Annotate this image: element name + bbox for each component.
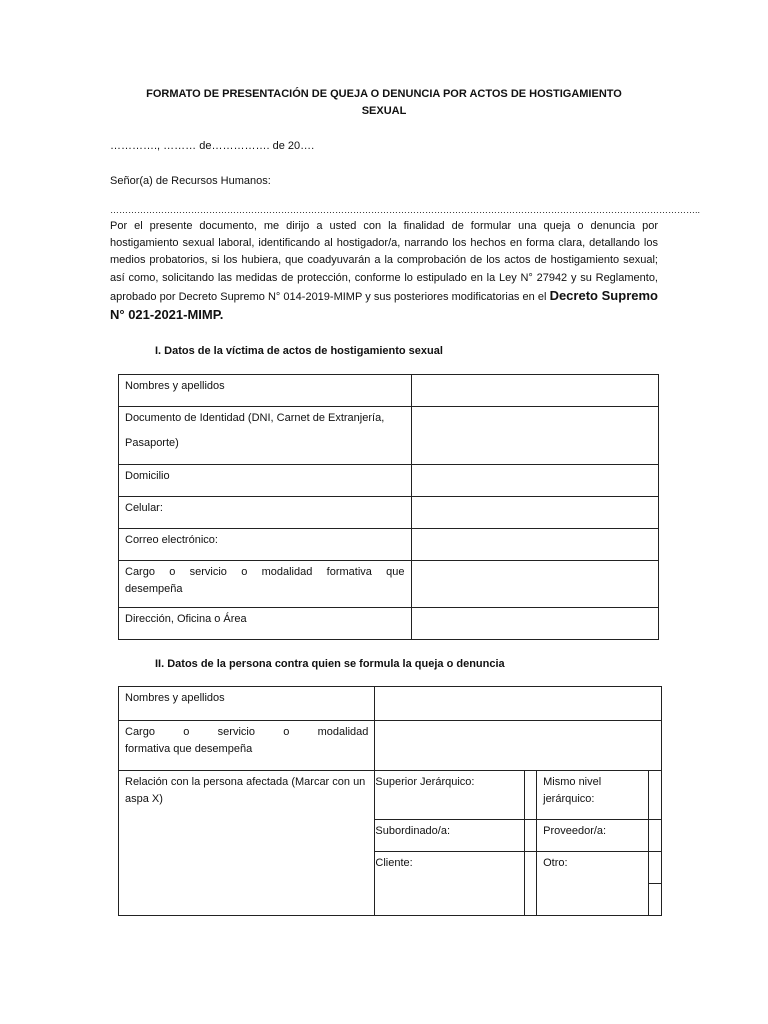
table-row [119,687,662,721]
victim-address-label: Domicilio [125,470,170,482]
option-provider-checkbox[interactable] [649,820,662,852]
table-row [119,375,659,407]
option-superior-checkbox[interactable] [525,771,537,820]
victim-email-field[interactable] [411,529,658,561]
victim-phone-label: Celular: [125,502,163,514]
dotted-line: …………………………………………………………………………………………………………………………………………………………………………….. [110,205,701,215]
option-client-checkbox[interactable] [525,852,537,916]
title-line-2: SEXUAL [361,105,407,117]
table-row [119,561,659,608]
victim-role-field[interactable] [411,561,658,608]
option-superior-label: Superior Jerárquico: [375,776,475,788]
victim-email-label: Correo electrónico: [125,534,218,546]
date-line: …………., ……… de……………. de 20…. [110,140,315,152]
accused-role-label: Cargo o servicio o modalidad [125,726,369,738]
table-row [119,608,659,640]
section1-heading: I. Datos de la víctima de actos de hostigamiento sexual [155,345,443,357]
victim-id-label: Documento de Identidad (DNI, Carnet de Extranjería, [125,412,385,424]
document-title [110,86,658,120]
victim-id-field[interactable] [411,407,658,465]
victim-data-table [118,374,659,640]
table-row [119,529,659,561]
victim-address-field[interactable] [411,465,658,497]
victim-role-label: Cargo o servicio o modalidad formativa que [125,566,405,578]
option-other-extra-cell [649,884,662,916]
body-text: Por el presente documento, me dirijo a usted con la finalidad de formular una queja o denuncia por hostigamiento sexual laboral, identificando al hostigador/a, narrando los hechos en forma clara, detallando los medios probatorios, si los hubiera, que coadyuvarán a la comprobación de los actos de hostigamiento sexual; así como, solicitando las medidas de protección, conforme lo estipulado en la Ley N° 27942 y su Reglamento, aprobado por Decreto Supremo N° 014-2019-MIMP y sus posteriores modificatorias en el [110,220,658,303]
title-line-1: FORMATO DE PRESENTACIÓN DE QUEJA O DENUNCIA POR ACTOS DE HOSTIGAMIENTO [146,88,622,100]
option-client-label: Cliente: [375,857,413,869]
accused-role-label-2: formativa que desempeña [125,743,253,755]
victim-office-field[interactable] [411,608,658,640]
victim-office-label: Dirección, Oficina o Área [125,613,247,625]
victim-role-label-2: desempeña [125,583,183,595]
addressee: Señor(a) de Recursos Humanos: [110,175,271,187]
option-other-checkbox[interactable] [649,852,662,884]
section2-heading: II. Datos de la persona contra quien se formula la queja o denuncia [155,658,505,670]
option-same-level-checkbox[interactable] [649,771,662,820]
body-paragraph [110,218,658,325]
victim-phone-field[interactable] [411,497,658,529]
option-subordinate-label: Subordinado/a: [375,825,451,837]
table-row [119,771,662,820]
option-same-level-label: Mismo nivel jerárquico: [543,776,602,805]
option-provider-label: Proveedor/a: [543,825,607,837]
table-row [119,465,659,497]
accused-name-label: Nombres y apellidos [125,692,225,704]
accused-name-field[interactable] [375,687,662,721]
victim-name-field[interactable] [411,375,658,407]
table-row [119,407,659,465]
victim-id-label-2: Pasaporte) [125,437,179,449]
victim-name-label: Nombres y apellidos [125,380,225,392]
table-row [119,497,659,529]
body-decree: Decreto Supremo N° 021-2021-MIMP. [110,287,658,323]
accused-data-table [118,686,662,916]
accused-role-field[interactable] [375,721,662,771]
table-row [119,721,662,771]
relation-label: Relación con la persona afectada (Marcar con un aspa X) [125,776,366,805]
option-subordinate-checkbox[interactable] [525,820,537,852]
option-other-label: Otro: [543,857,568,869]
